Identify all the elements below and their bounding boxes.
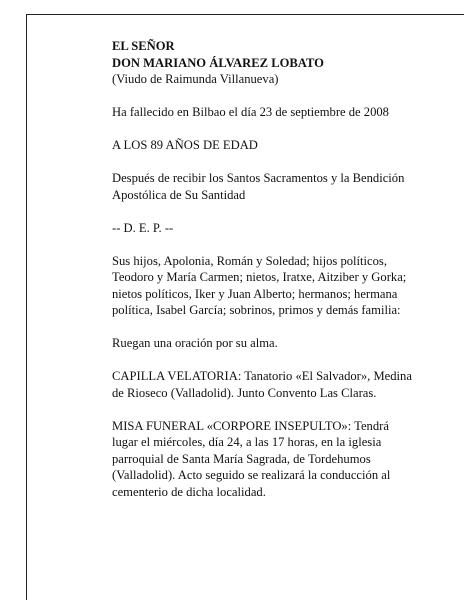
funeral-statement: MISA FUNERAL «CORPORE INSEPULTO»: Tendrá lugar el miércoles, día 24, a las 17 horas, en la iglesia parroquial de Santa María Sagrada, de Tordehumos (Valladolid). Acto seguido se realizará la conducción al cementerio de dicha localidad. <box>112 418 391 499</box>
sacraments-statement: Después de recibir los Santos Sacramentos y la Bendición Apostólica de Su Santidad <box>112 171 405 202</box>
death-statement: Ha fallecido en Bilbao el día 23 de septiembre de 2008 <box>112 105 389 119</box>
title-line: EL SEÑOR <box>112 39 175 53</box>
frame-top-border <box>26 14 464 15</box>
prayer-statement: Ruegan una oración por su alma. <box>112 336 278 350</box>
chapel-statement: CAPILLA VELATORIA: Tanatorio «El Salvador», Medina de Rioseco (Valladolid). Junto Convento Las Claras. <box>112 369 412 400</box>
age-statement: A LOS 89 AÑOS DE EDAD <box>112 138 258 152</box>
deceased-name: DON MARIANO ÁLVAREZ LOBATO <box>112 55 324 70</box>
obituary-notice <box>112 38 412 517</box>
frame-left-border <box>26 14 27 600</box>
widower-note: (Viudo de Raimunda Villanueva) <box>112 72 279 86</box>
dep-statement: -- D. E. P. -- <box>112 220 174 235</box>
family-statement: Sus hijos, Apolonia, Román y Soledad; hijos políticos, Teodoro y María Carmen; nietos, Iratxe, Aitziber y Gorka; nietos políticos, Iker y Juan Alberto; hermanos; hermana política, Isabel García; sobrinos, primos y demás familia: <box>112 253 407 317</box>
